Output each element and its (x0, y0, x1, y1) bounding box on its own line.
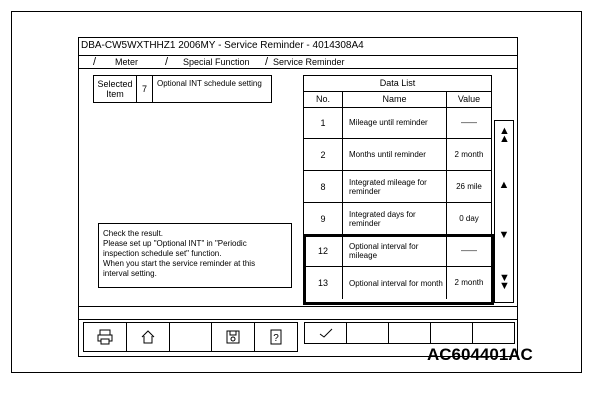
tab-separator: / (93, 56, 97, 68)
print-icon (97, 329, 113, 345)
toolbar-empty-button[interactable] (473, 323, 514, 343)
message-line: Check the result. (103, 229, 164, 238)
row-value: 26 mile (456, 182, 482, 191)
toolbar-empty-button[interactable] (389, 323, 431, 343)
page-down-button[interactable] (495, 274, 513, 290)
table-row[interactable] (304, 235, 491, 267)
column-header-value: Value (457, 94, 481, 104)
scroll-down-button[interactable]: ▼ (498, 229, 510, 241)
row-name: Mileage until reminder (343, 107, 447, 138)
tab-service-reminder[interactable]: Service Reminder (273, 57, 345, 67)
row-name: Integrated days for reminder (343, 203, 447, 234)
selected-item-description: Optional INT schedule setting (157, 79, 262, 88)
double-down-arrow-icon: ▼▼ (499, 272, 510, 292)
blank-button[interactable] (170, 323, 213, 351)
home-icon (140, 329, 156, 345)
row-value: —— (461, 246, 477, 255)
page-up-button[interactable] (495, 127, 513, 143)
row-name: Integrated mileage for reminder (343, 171, 447, 202)
toolbar-empty-button[interactable] (347, 323, 389, 343)
save-button[interactable] (212, 323, 255, 351)
message-line: inspection schedule set" function. (103, 249, 222, 258)
scroll-control (494, 120, 514, 303)
status-bar (79, 306, 517, 320)
selected-item-number: 7 (137, 76, 153, 102)
message-line: Please set up "Optional INT" in "Periodic (103, 239, 247, 248)
home-button[interactable] (127, 323, 170, 351)
table-row[interactable] (304, 107, 491, 139)
toolbar-right (304, 322, 515, 344)
row-value: 0 day (459, 214, 479, 223)
row-number: 12 (304, 235, 343, 266)
column-header-no: No. (304, 91, 343, 107)
help-icon (268, 329, 284, 345)
row-value: 2 month (454, 278, 484, 287)
row-name: Months until reminder (343, 139, 447, 170)
row-value: —— (461, 118, 477, 127)
row-number: 8 (304, 171, 343, 202)
svg-text:?: ? (273, 333, 279, 344)
table-row[interactable] (304, 171, 491, 203)
figure-frame (11, 11, 582, 373)
message-box (98, 223, 292, 288)
check-icon (318, 327, 334, 339)
toolbar-left (83, 322, 298, 352)
table-row[interactable] (304, 203, 491, 235)
data-list-title: Data List (304, 76, 491, 92)
tab-meter[interactable]: Meter (115, 57, 139, 67)
row-value: 2 month (454, 150, 484, 159)
tab-special-function[interactable]: Special Function (183, 57, 250, 67)
row-name: Optional interval for mileage (343, 235, 447, 266)
row-number: 2 (304, 139, 343, 170)
table-row[interactable] (304, 139, 491, 171)
figure-code: AC604401AC (427, 345, 533, 364)
app-window (78, 37, 518, 357)
check-button[interactable] (305, 323, 347, 343)
column-header-name: Name (343, 91, 447, 107)
data-list-header (304, 91, 491, 108)
row-number: 13 (304, 267, 343, 299)
print-button[interactable] (84, 323, 127, 351)
save-icon (225, 329, 241, 345)
message-line: When you start the service reminder at this (103, 259, 256, 268)
scroll-up-button[interactable]: ▲ (498, 179, 510, 191)
window-title: DBA-CW5WXTHHZ1 2006MY - Service Reminder - 4014308A4 (81, 40, 364, 51)
message-line: interval setting. (103, 269, 157, 278)
selected-item-label: Selected Item (94, 76, 137, 102)
double-up-arrow-icon: ▲▲ (499, 125, 510, 145)
row-number: 1 (304, 107, 343, 138)
table-row[interactable] (304, 267, 491, 299)
help-button[interactable] (255, 323, 297, 351)
tab-separator: / (165, 56, 169, 68)
toolbar-empty-button[interactable] (431, 323, 473, 343)
tab-separator: / (265, 56, 269, 68)
row-name: Optional interval for month (343, 267, 447, 299)
row-number: 9 (304, 203, 343, 234)
data-list (303, 75, 492, 303)
selected-item-box (93, 75, 272, 103)
tab-bar (79, 55, 517, 69)
